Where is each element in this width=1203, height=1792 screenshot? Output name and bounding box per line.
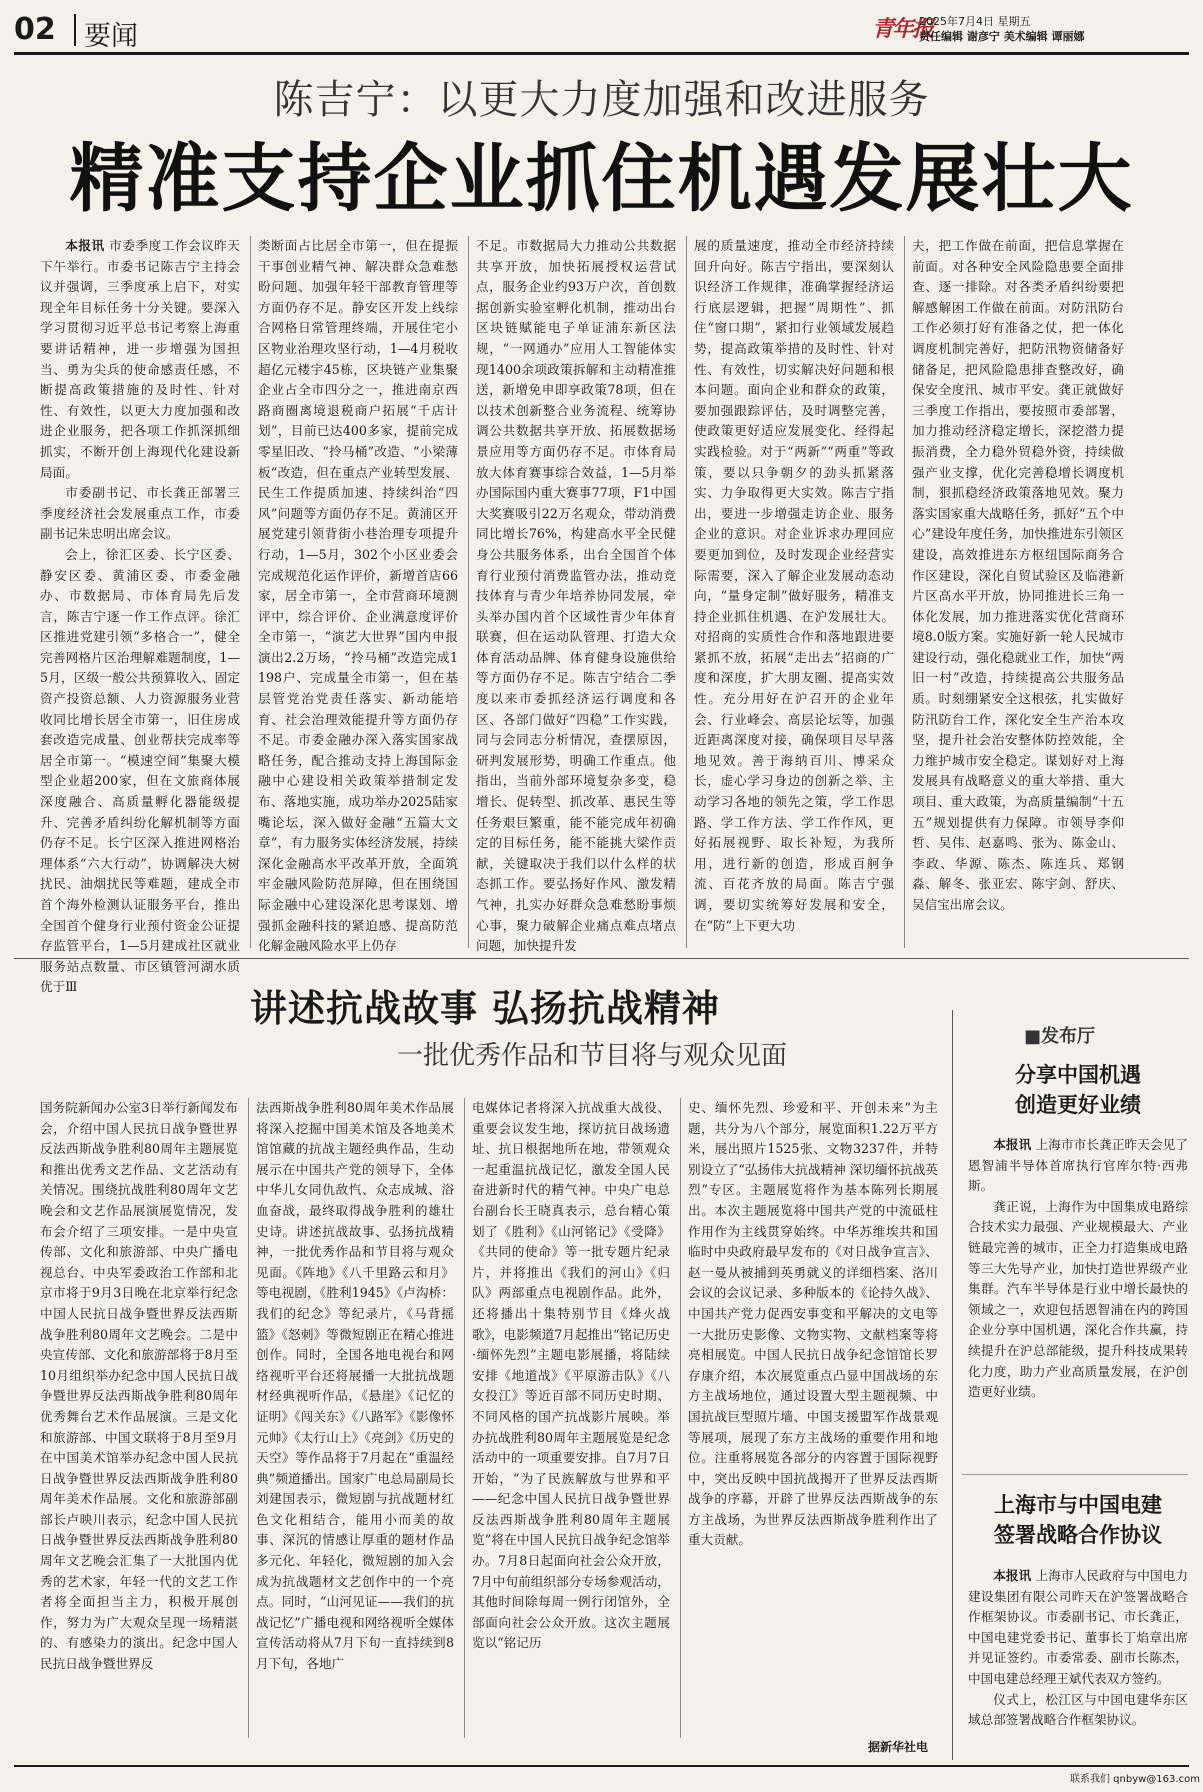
article2-col2-text: 法西斯战争胜利80周年美术作品展将深入挖掘中国美术馆及各地美术馆馆藏的抗战主题经典作品，生动展示在中国共产党的领导下，全体中华儿女同仇敌忾、众志成城、浴血奋战，最终取得战争胜利的雄壮史诗。讲述抗战故事、弘扬抗战精神，一批优秀作品和节目将与观众见面。《阵地》《八千里路云和月》等电视剧，《胜利1945》《卢沟桥：我们的纪念》等纪录片，《马背摇篮》《怒刺》等微短剧正在精心推进创作。同时，全国各地电视台和网络视听平台还将展播一大批抗战题材经典视听作品，《悬崖》《记忆的证明》《闯关东》《八路军》《影像怀元帅》《太行山上》《亮剑》《历史的天空》等作品将于7月起在“重温经典”频道播出。国家广电总局副局长刘建国表示，微短剧与抗战题材红色文化相结合，能用小而美的故事、深沉的情感让厚重的题材作品多元化、年轻化，微短剧的加入会成为抗战题材文艺创作中的一个亮点。同时，“山河见证——我们的抗战记忆”广播电视和网络视听全媒体宣传活动将从7月下旬一直持续到8月下旬，各地广	[256, 1100, 454, 1672]
paragraph-text: 会上，徐汇区委、长宁区委、静安区委、黄浦区委、市委金融办、市数据局、市体育局先后发言，陈吉宁逐一作工作点评。徐汇区推进党建引领“多格合一”，健全完善网格片区治理解难题制度，1—5月，区级一般公共预算收入、固定资产投资总额、人力资源服务业营收同比增长居全市第一，旧住房成套改造完成量、创业帮扶完成率等居全市第一。“模速空间”集聚大模型企业超200家，但在文旅商体展深度融合、高质量孵化器能级提升、完善矛盾纠纷化解机制等方面仍存不足。长宁区深入推进网格治理体系“六大行动”，协调解决大树扰民、油烟扰民等难题，建成全市首个海外检测认证服务平台，推出全国首个健身行业预付资金公证提存监管平台，1—5月建成社区就业服务站点数量、市区镇管河湖水质优于Ⅲ	[40, 546, 240, 995]
section-divider	[74, 14, 76, 46]
article2-column-2	[256, 1098, 454, 1738]
article1-kicker: 陈吉宁：以更大力度加强和改进服务	[273, 77, 930, 123]
sidebar-story1-headline-line1: 分享中国机遇	[1015, 1063, 1141, 1087]
paragraph	[968, 1566, 1188, 1690]
sidebar-tag: ■发布厅	[1024, 1026, 1096, 1047]
article2-column-1	[40, 1098, 238, 1738]
sidebar-divider	[952, 1010, 953, 1760]
article1-column-2	[258, 236, 458, 954]
sidebar-story2-headline-line2: 签署战略合作协议	[994, 1523, 1162, 1547]
article1-column-4	[694, 236, 894, 948]
paragraph-text: 上海市市长龚正昨天会见了恩智浦半导体首席执行官库尔特·西弗斯。	[968, 1137, 1189, 1194]
sidebar-story1-body	[968, 1135, 1188, 1455]
article1-col2-text: 类断面占比居全市第一，但在提振干事创业精气神、解决群众急难愁盼问题、加强年轻干部教育管理等方面仍存不足。静安区开发上线综合网格日常管理终端，开展住宅小区物业治理攻坚行动，1—4月税收超亿元楼宇45栋，区块链产业集聚企业占全市四分之一，推进南京西路商圈离境退税商户拓展“千店计划”，目前已达400多家，提前完成零星旧改、“拎马桶”改造、“小梁薄板”改造，但在重点产业转型发展、民生工作提质加速、持续纠治“四风”问题等方面仍存不足。黄浦区开展党建引领背街小巷治理专项提升行动，1—5月，302个小区业委会完成规范化运作评价，新增首店66家，居全市第一，全市营商环境测评中，综合评价、企业满意度评价全市第一，“演艺大世界”国内申报演出2.2万场，“拎马桶”改造完成1198户、完成量全市第一，但在基层管党治党责任落实、新动能培育、社会治理效能提升等方面仍存不足。市委金融办深入落实国家战略任务，配合推动支持上海国际金融中心建设相关政策举措制定发布、落地实施，成功举办2025陆家嘴论坛，深入做好金融“五篇大文章”，有力服务实体经济发展，持续深化金融高水平改革开放，全面筑牢金融风险防范屏障，但在围绕国际金融中心建设深化思考谋划、增强抓金融科技的紧迫感、提高防范化解金融风险水平上仍存	[258, 238, 458, 954]
article1-headline: 精准支持企业抓住机遇发展壮大	[69, 136, 1134, 222]
paragraph	[968, 1690, 1188, 1731]
header-meta	[919, 14, 1085, 44]
column-divider	[904, 236, 905, 948]
sidebar-story1-headline	[968, 1060, 1188, 1120]
article2-col3-text: 电媒体记者将深入抗战重大战役、重要会议发生地，探访抗日战场遗址、抗日根据地所在地，带领观众一起重温抗战记忆，激发全国人民奋进新时代的精气神。中央广电总台副台长王晓真表示，总台精心策划了《胜利》《山河铭记》《受降》《共同的使命》等一批专题片纪录片，并将推出《我们的河山》《归队》两部重点电视剧作品。此外，还将播出十集特别节目《烽火战歌》，电影频道7月起推出“铭记历史·缅怀先烈”主题电影展播，将陆续安排《地道战》《平原游击队》《八女投江》等近百部不同历史时期、不同风格的国产抗战影片展映。举办抗战胜利80周年主题展览是纪念活动中的一项重要安排。自7月7日开始，“为了民族解放与世界和平——纪念中国人民抗日战争暨世界反法西斯战争胜利80周年主题展览”将在中国人民抗日战争纪念馆举办。7月8日起面向社会公众开放，7月中旬前组织部分专场参观活动，其他时间除每周一例行闭馆外，全部面向社会公众开放。这次主题展览以“铭记历	[472, 1100, 670, 1651]
section-separator	[14, 958, 1189, 959]
footer-contact: 联系我们 qnbyw@163.com	[1070, 1774, 1200, 1785]
paragraph-text: 上海市人民政府与中国电力建设集团有限公司昨天在沪签署战略合作框架协议。市委副书记、市长龚正，中国电建党委书记、董事长丁焰章出席并见证签约。市委常委、副市长陈杰，中国电建总经理王斌代表双方签约。	[968, 1568, 1189, 1686]
column-divider	[468, 236, 469, 948]
paragraph	[968, 1135, 1188, 1197]
paragraph	[40, 236, 240, 483]
sidebar-separator	[962, 1474, 1188, 1475]
paragraph	[40, 545, 240, 998]
paragraph-text: 仪式上，松江区与中国电建华东区域总部签署战略合作框架协议。	[968, 1691, 1188, 1728]
dateline: 本报讯	[65, 238, 105, 253]
editors: 责任编辑 谢彦宁 美术编辑 谭丽娜	[919, 30, 1085, 43]
article2-headline: 讲述抗战故事 弘扬抗战精神	[250, 987, 720, 1030]
article2-col1-text: 国务院新闻办公室3日举行新闻发布会，介绍中国人民抗日战争暨世界反法西斯战争胜利80周年主题展览和推出优秀文艺作品、文艺活动有关情况。围绕抗战胜利80周年文艺晚会和文艺作品展演展览情况，发布会介绍了三项安排。一是中央宣传部、文化和旅游部、中央广播电视总台、中央军委政治工作部和北京市将于9月3日晚在北京举行纪念中国人民抗日战争暨世界反法西斯战争胜利80周年文艺晚会。二是中央宣传部、文化和旅游部将于8月至10月组织举办纪念中国人民抗日战争暨世界反法西斯战争胜利80周年优秀舞台艺术作品展演。三是文化和旅游部、中国文联将于8月至9月在中国美术馆举办纪念中国人民抗日战争暨世界反法西斯战争胜利80周年美术作品展。文化和旅游部副部长卢映川表示，纪念中国人民抗日战争暨世界反法西斯战争胜利80周年文艺晚会汇集了一大批国内优秀的艺术家，年轻一代的文艺工作者将全面担当主力，积极开展创作，努力为广大观众呈现一场精湛的、有感染力的演出。纪念中国人民抗日战争暨世界反	[40, 1100, 238, 1672]
section-name: 要闻	[84, 21, 138, 52]
article2-col4-text: 史、缅怀先烈、珍爱和平、开创未来”为主题，共分为八个部分，展览面积1.22万平方米，展出照片1525张、文物3237件，并特别设立了“弘扬伟大抗战精神 深切缅怀抗战英烈”专区。主题展览将作为基本陈列长期展出。本次主题展览将中国共产党的中流砥柱作用作为主线贯穿始终。中华苏维埃共和国临时中央政府最早发布的《对日战争宣言》、赵一曼从被捕到英勇就义的详细档案、洛川会议的会议记录、多种版本的《论持久战》、中国共产党力促西安事变和平解决的文电等一大批历史影像、文物实物、文献档案等将亮相展览。中国人民抗日战争纪念馆馆长罗存康介绍，本次展览重点凸显中国战场的东方主战场地位，通过设置大型主题视频、中国抗战巨型照片墙、中国支援盟军作战景观等展项，展现了东方主战场的重要作用和地位。注重将展览各部分的内容置于国际视野中，突出反映中国抗战揭开了世界反法西斯战争的序幕，开辟了世界反法西斯战争的东方主战场，为世界反法西斯战争胜利作出了重大贡献。	[688, 1100, 938, 1548]
article1-column-5	[912, 236, 1124, 948]
paragraph	[40, 483, 240, 545]
paragraph-text: 市委副书记、市长龚正部署三季度经济社会发展重点工作，市委副书记朱忠明出席会议。	[40, 485, 240, 542]
newspaper-logo: 青年报	[872, 16, 933, 42]
article1-column-3	[476, 236, 676, 954]
article1-col5-text: 夫，把工作做在前面，把信息掌握在前面。对各种安全风险隐患要全面排查、逐一排除。对各类矛盾纠纷要把解感解困工作做在前面。对防汛防台工作必须打好有准备之仗，把一体化调度机制完善好，把防汛物资储备好储备足，把风险隐患排查整改好，确保安全度汛、城市平安。龚正就做好三季度工作指出，要按照市委部署，加力推动经济稳定增长，深挖潜力提振消费，全力稳外贸稳外资，持续做强产业支撑，优化完善稳增长调度机制，狠抓稳经济政策落地见效。聚力落实国家重大战略任务，抓好“五个中心”建设年度任务，加快推进东引领区建设，高效推进东方枢纽国际商务合作区建设，深化自贸试验区及临港新片区高水平开放，协同推进长三角一体化发展，加力推进落实优化营商环境8.0版方案。实施好新一轮人民城市建设行动，强化稳就业工作，加快“两旧一村”改造，持续提高公共服务品质。时刻绷紧安全这根弦，扎实做好防汛防台工作，深化安全生产治本攻坚，提升社会治安整体防控效能，全力维护城市安全稳定。谋划好对上海发展具有战略意义的重大举措、重大项目、重大政策，为高质量编制“十五五”规划提供有力保障。市领导李仰哲、吴伟、赵嘉鸣、张为、陈金山、李政、华源、陈杰、陈连兵、郑钢淼、解冬、张亚宏、陈宇剑、舒庆、吴信宝出席会议。	[912, 238, 1124, 912]
header-rule	[14, 52, 1189, 55]
column-divider	[248, 1098, 249, 1738]
column-divider	[686, 236, 687, 948]
article2-subhead: 一批优秀作品和节目将与观众见面	[396, 1041, 787, 1071]
page-number: 02	[14, 12, 56, 47]
paragraph	[968, 1197, 1188, 1403]
page-header	[14, 10, 1189, 52]
paragraph-text: 龚正说，上海作为中国集成电路综合技术实力最强、产业规模最大、产业链最完善的城市，正全力打造集成电路等三大先导产业，加快打造世界级产业集群。汽车半导体是行业中增长最快的领域之一，欢迎包括恩智浦在内的跨国企业分享中国机遇，深化合作共赢，持续提升在沪总部能级，提升科技成果转化力度，助力产业高质量发展，在沪创造更好业绩。	[968, 1198, 1188, 1400]
sidebar-story1-headline-line2: 创造更好业绩	[1015, 1093, 1141, 1117]
article1-col4-text: 展的质量速度，推动全市经济持续回升向好。陈吉宁指出，要深刻认识经济工作规律，准确掌握经济运行底层逻辑，把握“周期性”、抓住“窗口期”，紧扣行业领域发展趋势，提高政策举措的及时性、针对性、有效性，切实解决好问题和根本问题。面向企业和群众的政策，要加强跟踪评估，及时调整完善，使政策更好适应发展变化、经得起实践检验。对于“两新”“两重”等政策，要以只争朝夕的劲头抓紧落实、力争取得更大实效。陈吉宁指出，要进一步增强走访企业、服务企业的意识。对企业诉求办理回应要更加到位，及时发现企业经营实际需要，深入了解企业发展动态动向，“量身定制”做好服务，精准支持企业抓住机遇、在沪发展壮大。对招商的实质性合作和落地跟进要紧抓不放，拓展“走出去”招商的广度和深度，扩大朋友圈、提高实效性。充分用好在沪召开的企业年会、行业峰会、高层论坛等，加强近距离深度对接，确保项目尽早落地见效。善于海纳百川、博采众长，虚心学习身边的创新之举、主动学习各地的领先之策，学工作思路、学工作方法、学工作作风，更好拓展视野、取长补短，为我所用，进行新的创造，形成百舸争流、百花齐放的局面。陈吉宁强调，要切实统筹好发展和安全，在“防”上下更大功	[694, 238, 894, 933]
footer-rule	[14, 1765, 1189, 1767]
paragraph-text: 市委季度工作会议昨天下午举行。市委书记陈吉宁主持会议并强调，三季度承上启下，对实现全年目标任务十分关键。要深入学习贯彻习近平总书记考察上海重要讲话精神，进一步增强为国担当、勇为尖兵的使命感责任感，不断提高政策措施的及时性、针对性、有效性，以更大力度加强和改进企业服务，把各项工作抓深抓细抓实，不断开创上海现代化建设新局面。	[40, 238, 241, 480]
dateline: 本报讯	[993, 1137, 1032, 1152]
sidebar-story2-headline	[968, 1490, 1188, 1550]
column-divider	[250, 236, 251, 948]
article2-column-4	[688, 1098, 938, 1730]
issue-date: 2025年7月4日 星期五	[919, 15, 1031, 28]
sidebar-story2-body	[968, 1566, 1188, 1756]
sidebar-story2-headline-line1: 上海市与中国电建	[994, 1493, 1162, 1517]
article1-column-1	[40, 236, 241, 995]
article2-column-3	[472, 1098, 670, 1738]
article2-credit: 据新华社电	[868, 1740, 929, 1754]
column-divider	[464, 1098, 465, 1738]
dateline: 本报讯	[993, 1568, 1032, 1583]
column-divider	[680, 1098, 681, 1738]
article1-col3-text: 不足。市数据局大力推动公共数据共享开放，加快拓展授权运营试点，服务企业约93万户次，首创数据创新实验室孵化机制，推动出台区块链赋能电子单证浦东新区法规，“一网通办”应用人工智能体实现1400余项政策拆解和主动精准推送，新增免申即享政策78项，但在以技术创新整合业务流程、统筹协调公共数据共享开放、拓展数据场景应用等方面仍存不足。市体育局放大体育赛事综合效益，1—5月举办国际国内重大赛事77项，F1中国大奖赛吸引22万名观众，带动消费同比增长76%，构建高水平全民健身公共服务体系，出台全国首个体育行业预付消费监管办法，推动竞技体育与青少年培养协同发展，牵头举办国内首个区域性青少年体育联赛，但在运动队管理、打造大众体育活动品牌、体育健身设施供给等方面仍存不足。陈吉宁结合二季度以来市委抓经济运行调度和各区、各部门做好“四稳”工作实践，同与会同志分析情况，查摆原因，研判发展形势，明确工作重点。他指出，当前外部环境复杂多变，稳增长、促转型、抓改革、惠民生等任务艰巨繁重，能不能完成年初确定的目标任务，能不能挑大梁作贡献，关键取决于我们以什么样的状态抓工作。要弘扬好作风、激发精气神，扎实办好群众急难愁盼事烦心事，聚力破解企业痛点难点堵点问题，加快提升发	[476, 238, 676, 954]
